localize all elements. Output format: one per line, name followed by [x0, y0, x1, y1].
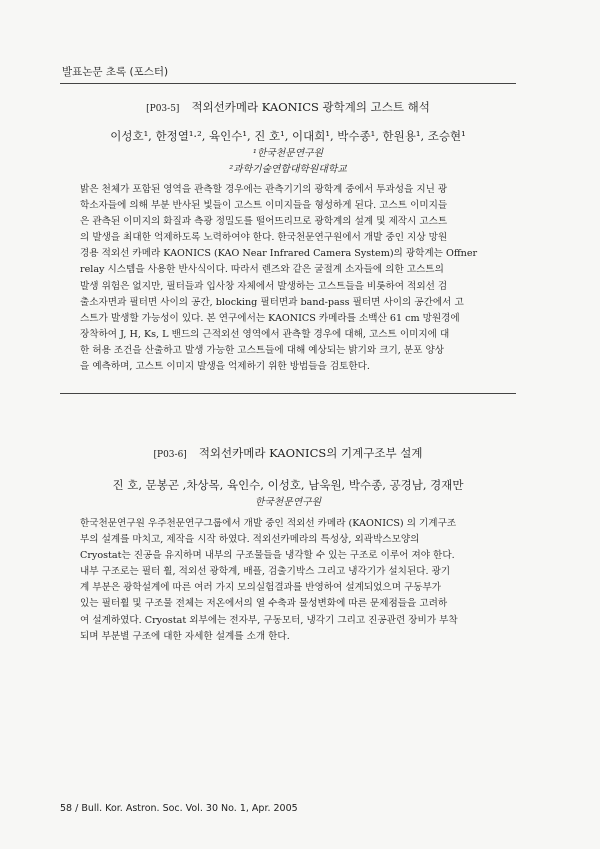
abstract-body-1: 밝은 천체가 포함된 영역을 관측할 경우에는 관측기기의 광학계 중에서 투과성을 지닌 광 학소자들에 의해 부분 반사된 빛들이 고스트 이미지들을 형성하게 된다. 고스트 이미지들 은 관측된 이미지의 화질과 측광 정밀도를 떨어뜨리므로 광학계의 설계 및 제작시 고스트 의 발생을 최대한 억제하도록 노력하여야 한다. 한국천문연구원에서 개발 중인 지상 망원 경용 적외선 카메라 KAONICS (KAO Near Infrared Camera System)의 광학계는 Offner relay 시스템을 사용한 반사식이다. 따라서 렌즈와 같은 굴절계 소자들에 의한 고스트의 발생 위험은 없지만, 필터들과 입사창 자체에서 발생하는 고스트들을 비롯하여 적외선 검 출소자면과 필터면 사이의 공간, blocking 필터면과 band-pass 필터면 사이의 공간에서 고 스트가 발생할 가능성이 있다. 본 연구에서는 KAONICS 카메라를 소백산 61 cm 망원경에 장착하여 J, H, Ks, L 밴드의 근적외선 영역에서 관측할 경우에 대해, 고스트 이미지에 대 한 허용 조건을 산출하고 발생 가능한 고스트들에 대해 예상되는 밝기와 크기, 분포 양상 을 예측하며, 고스트 이미지 발생을 억제하기 위한 방법들을 검토한다. — [80, 184, 478, 373]
affiliation: ²과학기술연합대학원대학교 — [229, 164, 347, 175]
affiliation: 한국천문연구원 — [254, 497, 322, 508]
abstract-title-text: 적외선카메라 KAONICS의 기계구조부 설계 — [198, 446, 423, 460]
abstract-title-2 — [60, 445, 516, 461]
abstract-title-text: 적외선카메라 KAONICS 광학계의 고스트 해석 — [191, 100, 430, 114]
abstract-title-1 — [60, 99, 516, 115]
author-list: 진 호, 문봉곤 ,차상목, 육인수, 이성호, 남욱원, 박수종, 공경남, 경재만 — [112, 478, 464, 492]
abstract-code: [P03-5] — [146, 104, 180, 114]
page-footer: 58 / Bull. Kor. Astron. Soc. Vol. 30 No. 1, Apr. 2005 — [60, 803, 298, 814]
section-divider — [60, 393, 516, 394]
section-label: 발표논문 초록 (포스터) — [62, 66, 169, 78]
author-list: 이성호¹, 한정열¹·², 육인수¹, 진 호¹, 이대희¹, 박수종¹, 한원용¹, 조승현¹ — [110, 129, 466, 143]
affiliation: ¹한국천문연구원 — [252, 148, 324, 159]
abstract-body-2: 한국천문연구원 우주천문연구그룹에서 개발 중인 적외선 카메라 (KAONICS) 의 기계구조 부의 설계를 마치고, 제작을 시작 하였다. 적외선카메라의 특성상, 외곽박스모양의 Cryostat는 진공을 유지하며 내부의 구조물들을 냉각할 수 있는 구조로 이루어 져야 한다. 내부 구조로는 필터 휠, 적외선 광학계, 배플, 검출기박스 그리고 냉각기가 설치된다. 광기 계 부분은 광학설계에 따른 여러 가지 모의실험결과를 반영하여 설계되었으며 구동부가 있는 필터휠 및 구조물 전체는 저온에서의 열 수축과 물성변화에 따른 문제점들을 고려하 여 설계하였다. Cryostat 외부에는 전자부, 구동모터, 냉각기 그리고 진공관련 장비가 부착 되며 부분별 구조에 대한 자세한 설계를 소개 한다. — [80, 518, 458, 642]
abstract-code: [P03-6] — [153, 450, 187, 460]
top-divider — [60, 83, 516, 84]
